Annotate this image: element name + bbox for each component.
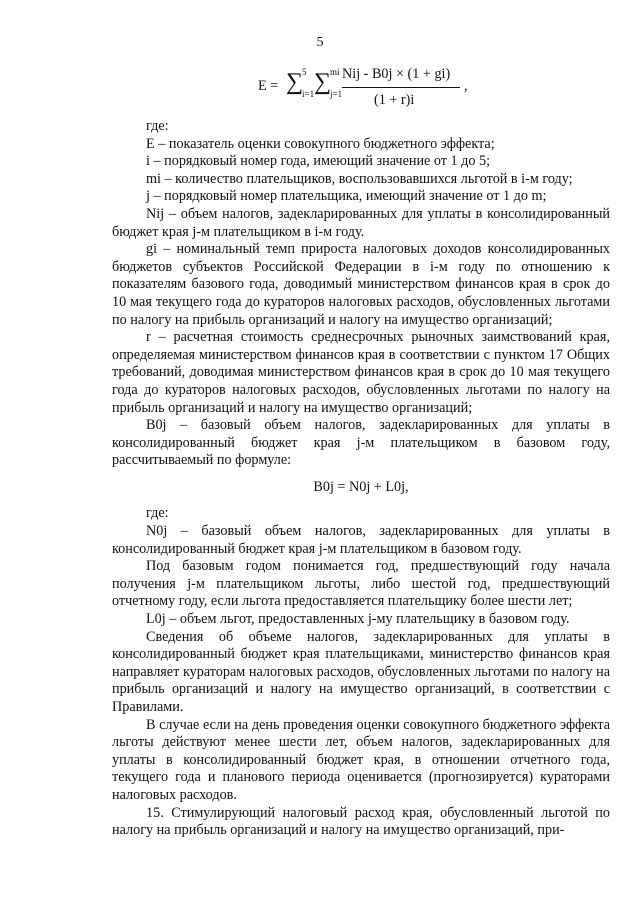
formula-denominator: (1 + r)i bbox=[374, 92, 415, 108]
formula-lhs: E = bbox=[258, 78, 279, 94]
def-l0j: L0j – объем льгот, предоставленных j-му плательщику в базовом году. bbox=[146, 611, 570, 628]
sum-j-upper: mi bbox=[330, 67, 340, 77]
def-j: j – порядковый номер плательщика, имеющий значение от 1 до m; bbox=[146, 188, 547, 205]
page-number: 5 bbox=[316, 35, 324, 50]
sum-i-upper: 5 bbox=[302, 67, 307, 77]
sum-symbol-i: ∑ bbox=[286, 69, 304, 95]
def-i: i – порядковый номер года, имеющий значение от 1 до 5; bbox=[146, 153, 491, 170]
def-mi: mi – количество плательщиков, воспользовавшихся льготой в i-м году; bbox=[146, 170, 573, 187]
info-paragraph: Сведения об объеме налогов, задекларированных для уплаты в консолидированный бюджет края плательщиками, министерство финансов края направляет кураторам налоговых расходов, обусловленных льготами по налогу на прибыль организаций и налогу на имущество организаций, в соответствии с Правилами. bbox=[112, 628, 610, 715]
formula-numerator: Nij - B0j × (1 + gi) bbox=[342, 66, 451, 82]
fraction-bar bbox=[342, 87, 460, 88]
def-n0j: N0j – базовый объем налогов, задекларированных для уплаты в консолидированный бюджет края j-м плательщиком в базовом году. bbox=[112, 523, 610, 557]
where-label-2: где: bbox=[146, 505, 169, 522]
item-15-paragraph: 15. Стимулирующий налоговый расход края, обусловленный льготой по налогу на прибыль организаций и налогу на имущество организаций, при- bbox=[112, 804, 610, 839]
sum-i-lower: i=1 bbox=[302, 89, 315, 99]
sum-symbol-j: ∑ bbox=[314, 69, 332, 95]
def-r: r – расчетная стоимость среднесрочных рыночных заимствований края, определяемая министерством финансов края в соответствии с пунктом 17 Общих требований, доводимая министерством финансов края в срок до 10 мая текущего года до кураторов налоговых расходов, обусловленных льготами по налогу на прибыль организаций и налогу на имущество организаций; bbox=[112, 329, 610, 416]
def-gi: gi – номинальный темп прироста налоговых доходов консолидированных бюджетов субъектов Российской Федерации в i-м году по отношению к показателям базового года, доводимый министерством финансов края в срок до 10 мая текущего года до кураторов налоговых расходов, обусловленных льготами по налогу на прибыль организаций и налогу на имущество организаций; bbox=[112, 241, 610, 328]
formula-comma: , bbox=[464, 78, 468, 94]
def-b0j: B0j – базовый объем налогов, задекларированных для уплаты в консолидированный бюджет края j-м плательщиком в базовом году, рассчитываемый по формуле: bbox=[112, 417, 610, 469]
where-label-1: где: bbox=[146, 118, 169, 134]
case-paragraph: В случае если на день проведения оценки совокупного бюджетного эффекта льготы действуют менее шести лет, объем налогов, задекларированных для уплаты в консолидированный бюджет края, в отношении отчетного года, текущего года и планового периода оценивается (прогнозируется) кураторами налоговых расходов. bbox=[112, 716, 610, 803]
formula-base-volume: B0j = N0j + L0j, bbox=[313, 478, 409, 495]
document-body bbox=[112, 118, 610, 840]
def-nij: Nij – объем налогов, задекларированных для уплаты в консолидированный бюджет края j-м плательщиком в i-м году. bbox=[112, 205, 610, 240]
def-e: E – показатель оценки совокупного бюджетного эффекта; bbox=[146, 135, 495, 152]
sum-j-lower: j=1 bbox=[330, 89, 343, 99]
base-year-definition: Под базовым годом понимается год, предшествующий году начала получения j-м плательщиком льготы, либо шестой год, предшествующий отчетному году, если льгота предоставляется плательщику более шести лет; bbox=[112, 558, 610, 610]
